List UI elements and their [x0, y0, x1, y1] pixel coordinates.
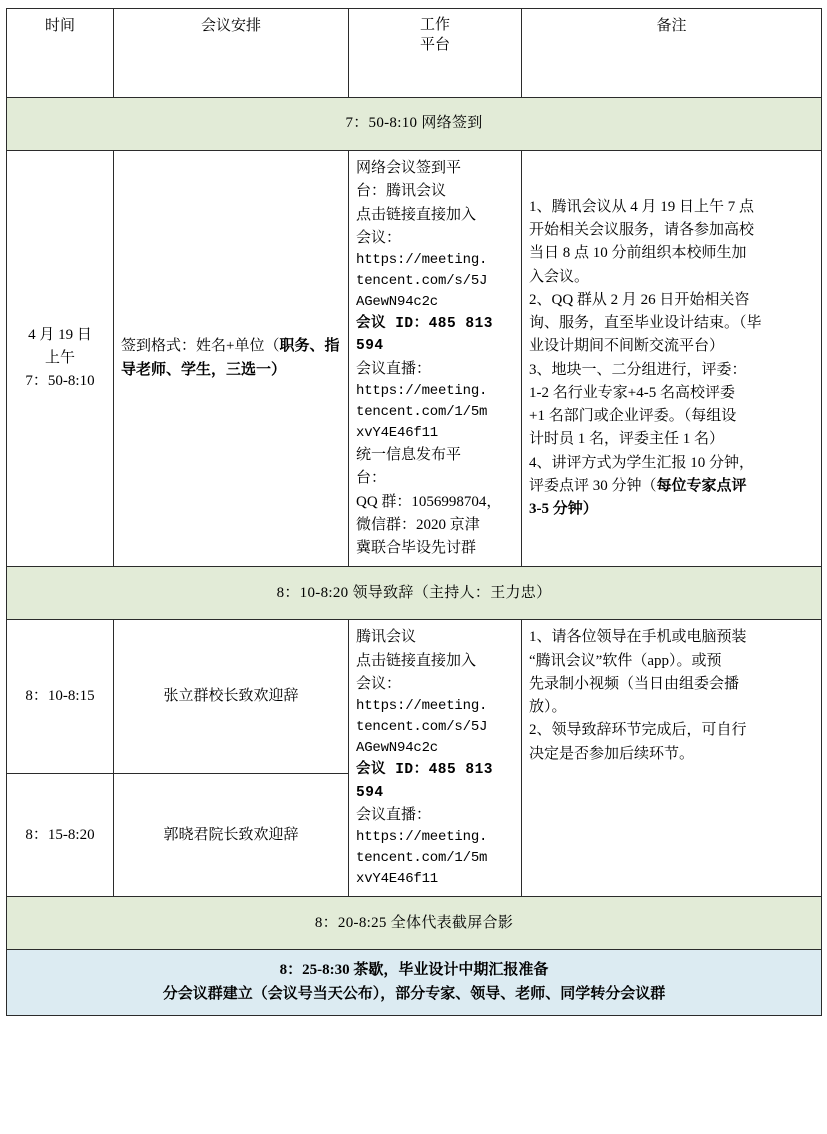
header-platform — [349, 9, 522, 98]
speech-remark-1-line-2: “腾讯会议”软件（app）。或预 — [529, 652, 722, 669]
meeting-url-line-1[interactable]: https://meeting. — [356, 252, 488, 268]
header-time: 时间 — [7, 9, 114, 98]
platform-line-3: 点击链接直接加入 — [356, 206, 477, 223]
band-break — [7, 950, 822, 1016]
cell-arrangement-speech-2: 郭晓君院长致欢迎辞 — [114, 774, 349, 897]
remark-2-line-1: 2、QQ 群从 2 月 26 日开始相关咨 — [529, 291, 750, 308]
remark-2-line-2: 询、服务，直至毕业设计结束。（毕 — [529, 315, 762, 332]
remark-4-plain: 评委点评 30 分钟（ — [529, 477, 657, 494]
band-break-line-1: 8：25-8:30 茶歇，毕业设计中期汇报准备 — [279, 962, 549, 979]
time-line-2: 上午 — [44, 350, 75, 367]
remark-4-line-1: 4、讲评方式为学生汇报 10 分钟， — [529, 454, 755, 471]
speech-platform-line-3: 会议： — [356, 675, 402, 692]
header-platform-line2: 平台 — [419, 37, 450, 54]
live-label: 会议直播： — [356, 360, 432, 377]
meeting-url-line-2[interactable]: tencent.com/s/5J — [356, 273, 488, 289]
header-remark: 备注 — [522, 9, 822, 98]
live-url-line-3[interactable]: xvY4E46f11 — [356, 425, 439, 442]
remark-1-line-4: 入会议。 — [529, 268, 590, 285]
live-url-line-1[interactable]: https://meeting. — [356, 383, 488, 400]
band-row-speech — [7, 567, 822, 620]
speech-meeting-url-line-3[interactable]: AGewN94c2c — [356, 740, 439, 757]
cell-time-signin — [7, 151, 114, 567]
time-line-1: 4 月 19 日 — [28, 326, 92, 343]
speech-remark-1-line-1: 1、请各位领导在手机或电脑预装 — [529, 629, 747, 646]
speech-meeting-id-line-2: 594 — [356, 784, 384, 801]
speech-remark-2-line-1: 2、领导致辞环节完成后，可自行 — [529, 722, 747, 739]
remark-1-line-3: 当日 8 点 10 分前组织本校师生加 — [529, 245, 747, 262]
signin-format-plain: 签到格式：姓名+单位（ — [121, 338, 280, 355]
live-url-line-2[interactable]: tencent.com/1/5m — [356, 404, 488, 421]
table-header-row — [7, 9, 822, 98]
header-platform-line1: 工作 — [419, 17, 450, 33]
signin-format-bold: 职务、指导老师、学生，三选一） — [121, 338, 340, 378]
speech-platform-line-1: 腾讯会议 — [356, 629, 417, 646]
cell-arrangement-speech-1: 张立群校长致欢迎辞 — [114, 620, 349, 774]
info-platform-line-2: 台： — [356, 470, 387, 487]
cell-arrangement-signin — [114, 151, 349, 567]
speech-meeting-id-line-1: 会议 ID：485 813 — [356, 762, 494, 779]
cell-time-speech-2: 8：15-8:20 — [7, 774, 114, 897]
band-break-line-2: 分会议群建立（会议号当天公布），部分专家、领导、老师、同学转分会议群 — [162, 985, 666, 1002]
remark-3-line-4: 计时员 1 名，评委主任 1 名） — [529, 431, 725, 448]
platform-line-2: 台：腾讯会议 — [356, 183, 447, 200]
cell-remark-speech — [522, 620, 822, 897]
remark-3-line-2: 1-2 名行业专家+4-5 名高校评委 — [529, 384, 735, 401]
band-row-signin — [7, 98, 822, 151]
wechat-group-line-1: 微信群：2020 京津 — [356, 516, 480, 533]
header-arrangement: 会议安排 — [114, 9, 349, 98]
band-row-break — [7, 950, 822, 1016]
band-row-photo — [7, 897, 822, 950]
remark-3-line-3: +1 名部门或企业评委。（每组设 — [529, 408, 737, 425]
table-row-signin — [7, 151, 822, 567]
band-speech-label: 8：10-8:20 领导致辞（主持人：王力忠） — [7, 567, 822, 620]
qq-group: QQ 群：1056998704， — [356, 493, 502, 510]
speech-live-url-line-3[interactable]: xvY4E46f11 — [356, 871, 439, 888]
remark-4-line-2 — [529, 475, 814, 498]
remark-4-bold: 每位专家点评 — [656, 477, 747, 494]
cell-platform-speech — [349, 620, 522, 897]
remark-3-line-1: 3、地块一、二分组进行，评委： — [529, 361, 747, 378]
speech-remark-2-line-2: 决定是否参加后续环节。 — [529, 745, 695, 762]
wechat-group-line-2: 冀联合毕设先讨群 — [356, 540, 477, 557]
cell-platform-signin — [349, 151, 522, 567]
remark-1-line-1: 1、腾讯会议从 4 月 19 日上午 7 点 — [529, 198, 755, 215]
speech-platform-line-2: 点击链接直接加入 — [356, 652, 477, 669]
platform-line-1: 网络会议签到平 — [356, 160, 462, 176]
remark-2-line-3: 业设计期间不间断交流平台） — [529, 338, 725, 355]
table-row-speech-1 — [7, 620, 822, 774]
band-photo-label: 8：20-8:25 全体代表截屏合影 — [7, 897, 822, 950]
speech-live-url-line-1[interactable]: https://meeting. — [356, 829, 488, 846]
band-signin-label: 7：50-8:10 网络签到 — [7, 98, 822, 151]
speech-live-label: 会议直播： — [356, 807, 432, 824]
speech-remark-1-line-3: 先录制小视频（当日由组委会播 — [529, 675, 740, 692]
schedule-table — [6, 8, 822, 1016]
info-platform-line-1: 统一信息发布平 — [356, 447, 462, 464]
remark-1-line-2: 开始相关会议服务，请各参加高校 — [529, 222, 755, 239]
remark-4-line-3: 3-5 分钟） — [529, 501, 598, 518]
meeting-url-line-3[interactable]: AGewN94c2c — [356, 294, 439, 310]
cell-remark-signin — [522, 151, 822, 567]
speech-remark-1-line-4: 放）。 — [529, 699, 567, 716]
speech-meeting-url-line-1[interactable]: https://meeting. — [356, 698, 488, 715]
time-line-3: 7：50-8:10 — [25, 373, 95, 390]
platform-line-4: 会议： — [356, 229, 402, 246]
speech-live-url-line-2[interactable]: tencent.com/1/5m — [356, 850, 488, 867]
meeting-id-line-2: 594 — [356, 338, 384, 355]
speech-meeting-url-line-2[interactable]: tencent.com/s/5J — [356, 719, 488, 736]
meeting-id-line-1: 会议 ID：485 813 — [356, 316, 494, 332]
cell-time-speech-1: 8：10-8:15 — [7, 620, 114, 774]
